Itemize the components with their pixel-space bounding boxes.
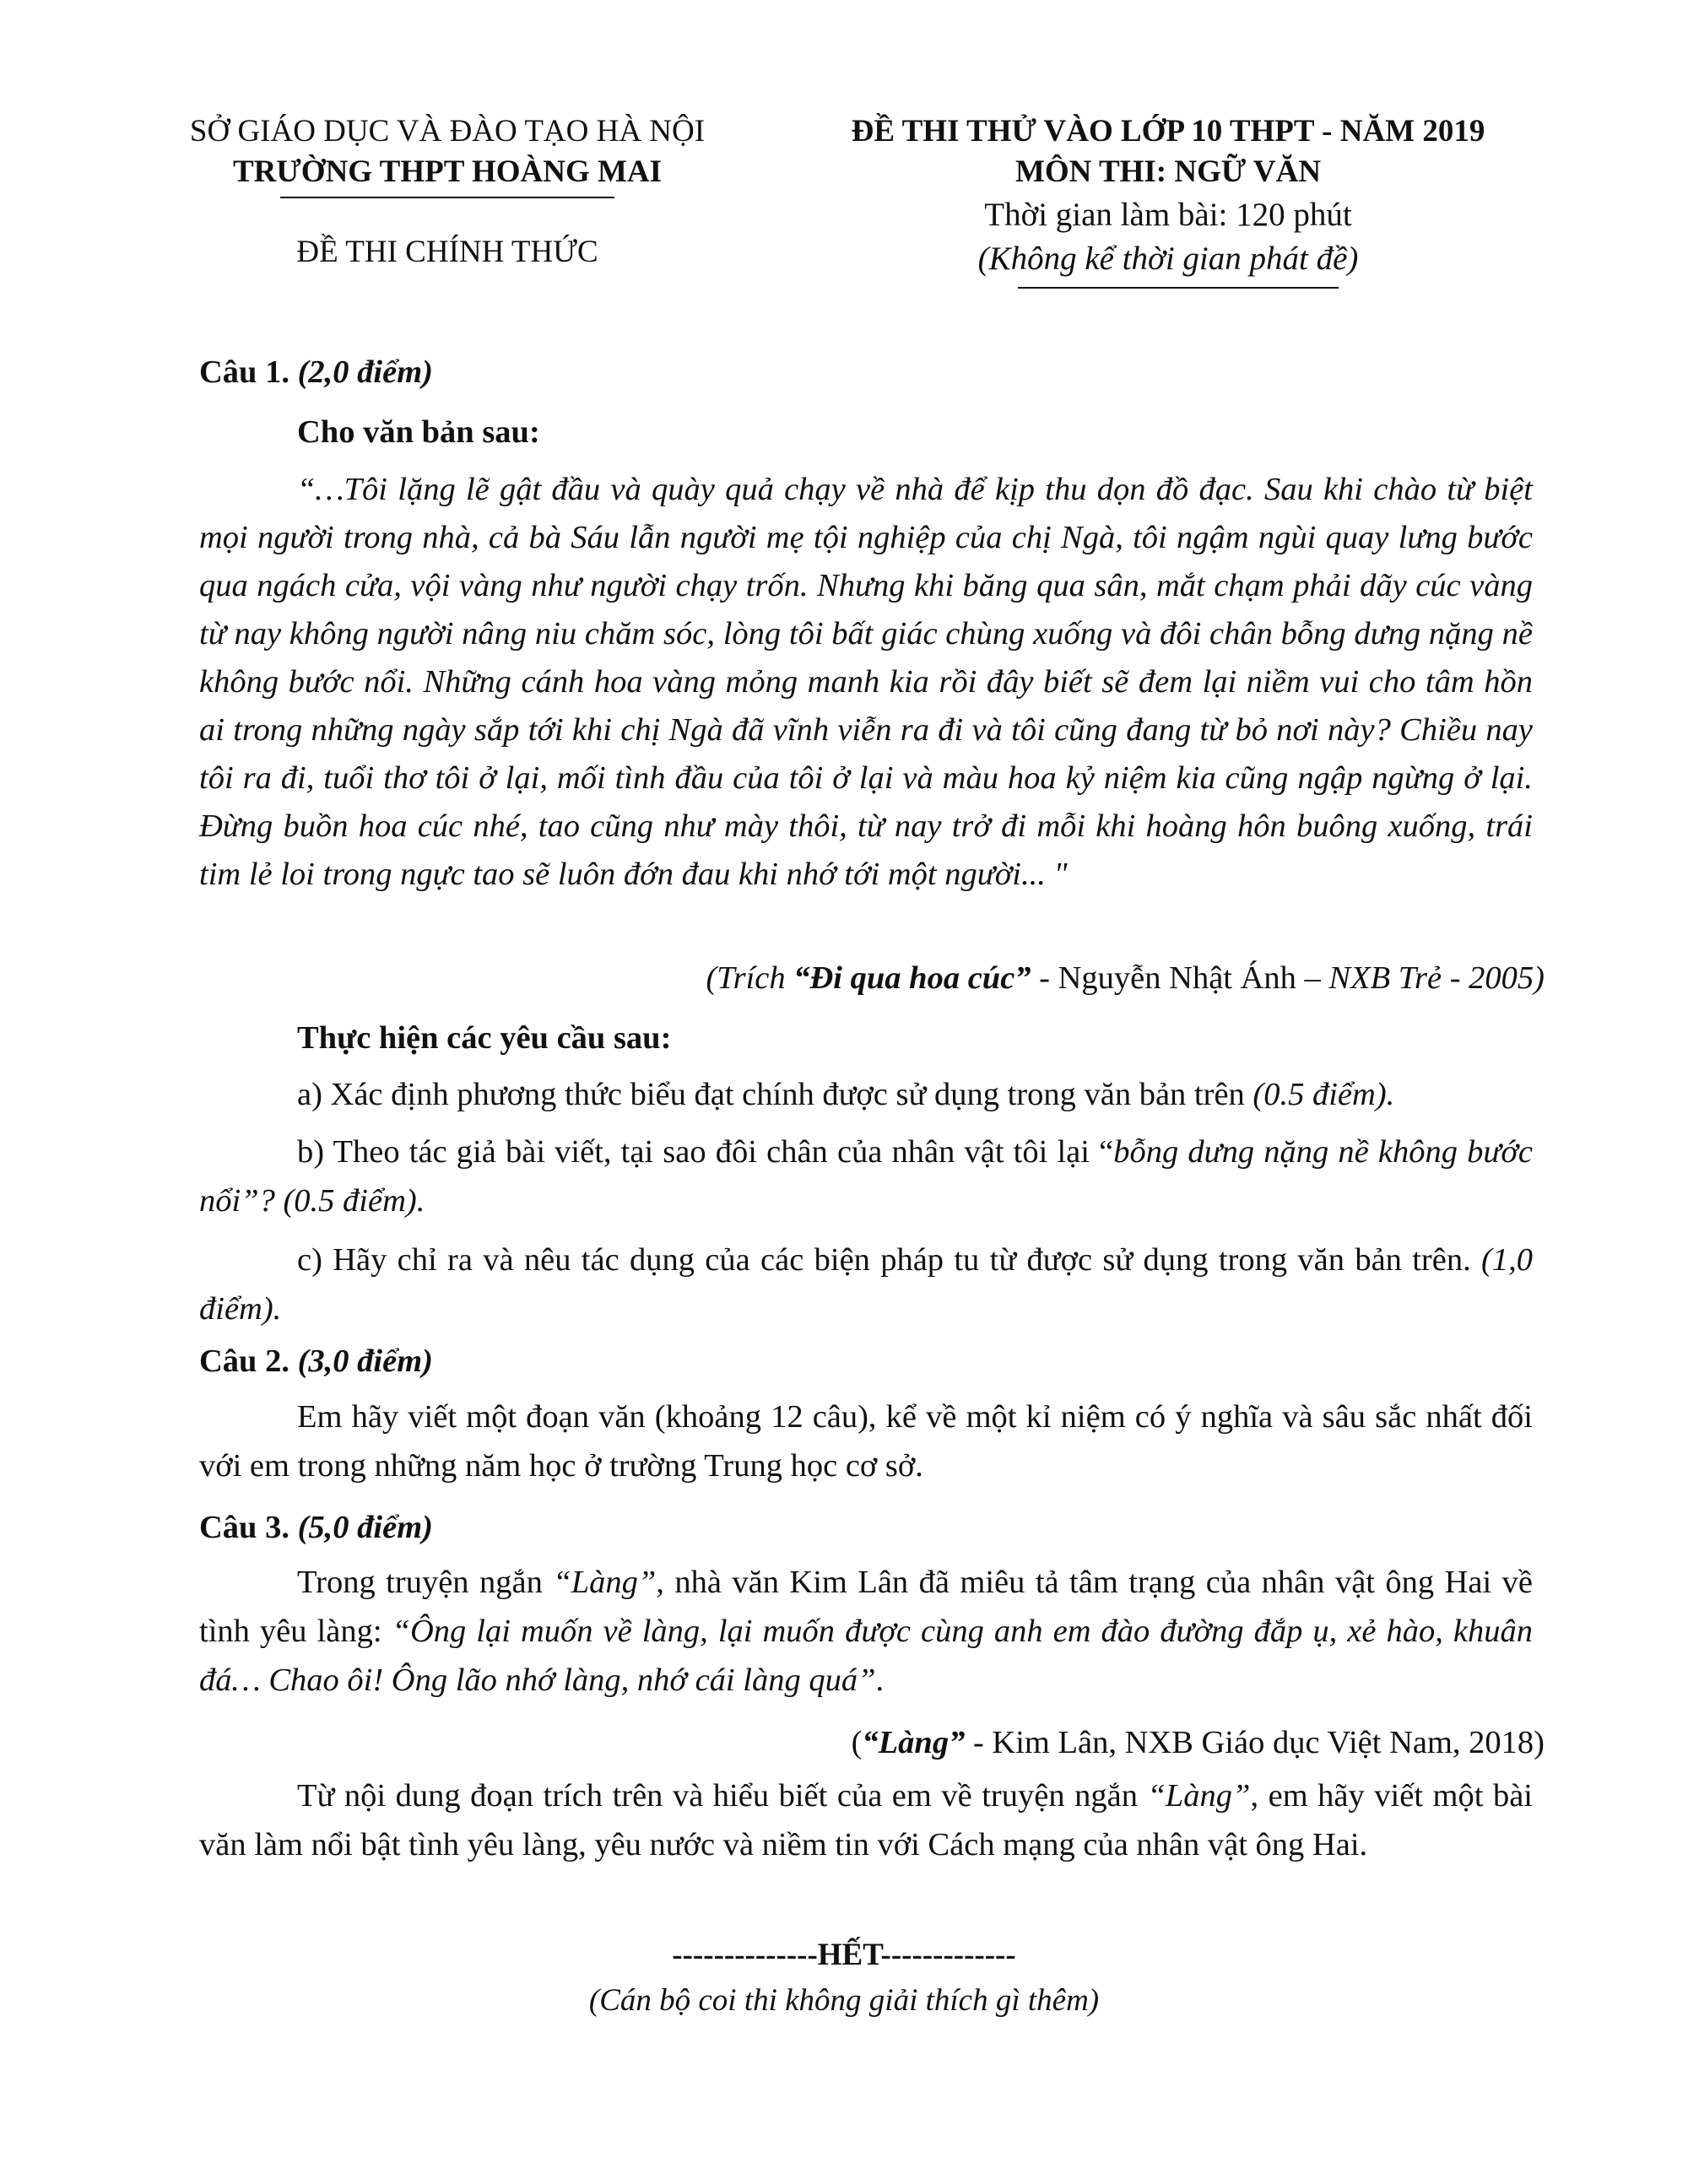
q1-source-open: (Trích (706, 960, 794, 996)
q3-p1-end: . (875, 1662, 885, 1698)
q1-task-c-points: (1,0 điểm). (199, 1242, 1533, 1327)
q3-p1-a: Trong truyện ngắn (297, 1565, 554, 1600)
q2-label: Câu 2. (199, 1343, 289, 1379)
q1-task-b (199, 1127, 1533, 1225)
q3-source-title: “Làng” (862, 1725, 966, 1760)
q1-passage: “…Tôi lặng lẽ gật đầu và quày quả chạy về nhà để kịp thu dọn đồ đạc. Sau khi chào từ biệt mọi người trong nhà, cả bà Sáu lẫn người mẹ tội nghiệp của chị Ngà, tôi ngậm ngùi quay lưng bước qua ngách cửa, vội vàng như người chạy trốn. Nhưng khi băng qua sân, mắt chạm phải dãy cúc vàng từ nay không người nâng niu chăm sóc, lòng tôi bất giác chùng xuống và đôi chân bỗng dưng nặng nề không bước nổi. Những cánh hoa vàng mỏng manh kia rồi đây biết sẽ đem lại niềm vui cho tâm hồn ai trong những ngày sắp tới khi chị Ngà đã vĩnh viễn ra đi và tôi cũng đang từ bỏ nơi này? Chiều nay tôi ra đi, tuổi thơ tôi ở lại, mối tình đầu của tôi ở lại và màu hoa kỷ niệm kia cũng ngập ngừng ở lại. Đừng buồn hoa cúc nhé, tao cũng như mày thôi, từ nay trở đi mỗi khi hoàng hôn buông xuống, trái tim lẻ loi trong ngực tao sẽ luôn đớn đau khi nhớ tới một người... " (199, 472, 1533, 892)
q1-task-b-pre: b) Theo tác giả bài viết, tại sao đôi chân của nhân vật tôi lại “ (297, 1134, 1114, 1170)
q1-intro: Cho văn bản sau: (297, 414, 540, 450)
q1-heading (199, 348, 433, 397)
q3-p2-c: , em hãy viết một bài văn làm nổi bật tình yêu làng, yêu nước và niềm tin với Cách mạng của nhân vật ông Hai. (199, 1778, 1533, 1862)
q3-p2-a: Từ nội dung đoạn trích trên và hiểu biết của em về truyện ngắn (297, 1778, 1148, 1814)
department-name: SỞ GIÁO DỤC VÀ ĐÀO TẠO HÀ NỘI (189, 114, 706, 149)
q1-source-publisher: – NXB Trẻ - 2005) (1304, 960, 1545, 996)
q3-label: Câu 3. (199, 1510, 289, 1545)
q1-task-a (199, 1070, 1533, 1119)
q2-heading (199, 1337, 433, 1386)
footer-note: (Cán bộ coi thi không giải thích gì thêm) (588, 1983, 1100, 2018)
end-marker: --------------HẾT------------- (672, 1938, 1016, 1972)
q1-label: Câu 1. (199, 354, 289, 390)
school-underline (280, 197, 614, 198)
q1-task-b-post: ”? (0.5 điểm). (241, 1183, 425, 1219)
q3-paragraph-1 (199, 1558, 1533, 1705)
school-name: TRƯỜNG THPT HOÀNG MAI (232, 154, 663, 189)
q3-source (852, 1718, 1545, 1767)
q1-task-c-text: c) Hãy chỉ ra và nêu tác dụng của các biện pháp tu từ được sử dụng trong văn bản trên. (297, 1242, 1471, 1278)
official-exam-label: ĐỀ THI CHÍNH THỨC (296, 235, 598, 269)
q1-source-title: “Đi qua hoa cúc” (793, 960, 1031, 996)
q1-source-author: - Nguyễn Nhật Ánh (1031, 960, 1305, 996)
q1-tasks-intro: Thực hiện các yêu cầu sau: (297, 1020, 672, 1056)
exam-duration: Thời gian làm bài: 120 phút (984, 197, 1352, 233)
q3-p1-c: , nhà văn Kim Lân đã miêu tả tâm trạng của nhân vật ông Hai về tình yêu làng: (199, 1565, 1533, 1649)
duration-underline (1018, 287, 1339, 289)
q3-points: (5,0 điểm) (297, 1510, 433, 1545)
exam-title: ĐỀ THI THỬ VÀO LỚP 10 THPT - NĂM 2019 (851, 114, 1485, 149)
q1-task-b-quote: bỗng dưng nặng nề không bước nổi (199, 1134, 1534, 1219)
q3-heading (199, 1503, 433, 1552)
exam-subject: MÔN THI: NGỮ VĂN (1014, 154, 1322, 189)
q3-source-rest: - Kim Lân, NXB Giáo dục Việt Nam, 2018) (965, 1725, 1545, 1760)
q2-text: Em hãy viết một đoạn văn (khoảng 12 câu), kể về một kỉ niệm có ý nghĩa và sâu sắc nhất đối với em trong những năm học ở trường Trung học cơ sở. (199, 1399, 1533, 1484)
q1-task-c (199, 1235, 1533, 1333)
q3-p1-work: “Làng” (553, 1565, 657, 1600)
exam-duration-note: (Không kể thời gian phát đề) (977, 241, 1359, 277)
q3-p1-quote: “Ông lại muốn về làng, lại muốn được cùng anh em đào đường đắp ụ, xẻ hào, khuân đá… Chao ôi! Ông lão nhớ làng, nhớ cái làng quá” (199, 1614, 1534, 1698)
q1-task-a-points: (0.5 điểm). (1244, 1077, 1395, 1112)
q3-source-open: ( (851, 1725, 863, 1760)
q3-p2-work: “Làng” (1147, 1778, 1251, 1814)
q2-points: (3,0 điểm) (297, 1343, 433, 1379)
q1-points: (2,0 điểm) (297, 354, 433, 390)
q1-task-a-text: a) Xác định phương thức biểu đạt chính được sử dụng trong văn bản trên (297, 1077, 1245, 1112)
q3-paragraph-2 (199, 1771, 1533, 1869)
q1-source (706, 954, 1545, 1003)
